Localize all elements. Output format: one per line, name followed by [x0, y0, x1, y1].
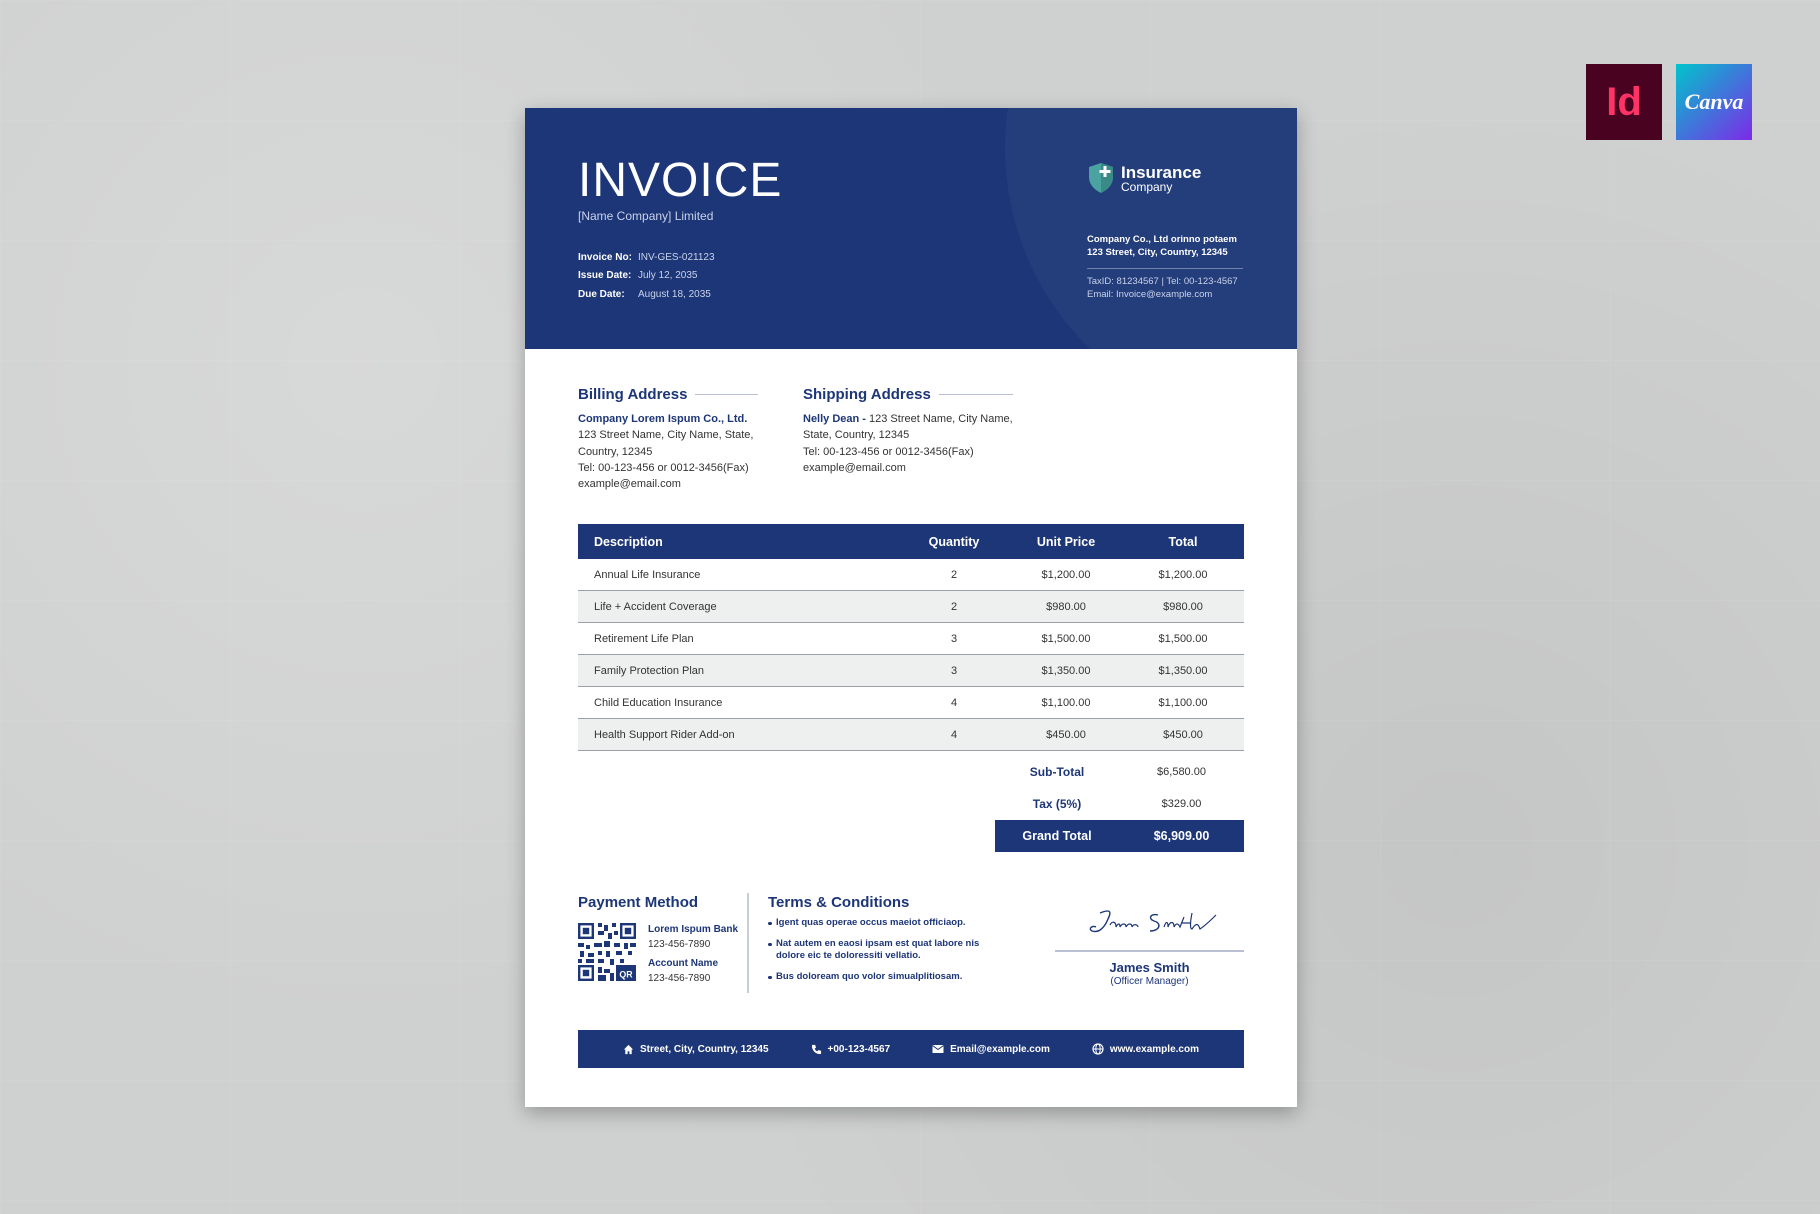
payment-body — [578, 923, 748, 991]
header-quantity: Quantity — [928, 534, 980, 549]
invoice-meta — [578, 248, 715, 304]
cell-unit-price: $1,500.00 — [1041, 632, 1091, 645]
heading-rule — [939, 394, 1013, 395]
signature-block — [1055, 903, 1244, 987]
qr-label: QR — [619, 969, 633, 980]
cell-unit-price: $450.00 — [1046, 728, 1086, 741]
shipping-line2: State, Country, 12345 — [803, 429, 910, 442]
shipping-line1: 123 Street Name, City Name, — [865, 413, 1013, 425]
invoice-footer — [578, 1030, 1244, 1068]
table-row — [578, 687, 1244, 719]
cell-quantity: 3 — [950, 632, 958, 645]
shipping-title: Shipping Address — [803, 386, 931, 403]
billing-line3: Tel: 00-123-456 or 0012-3456(Fax) — [578, 461, 749, 474]
tax-label: Tax (5%) — [1032, 797, 1082, 811]
globe-icon — [1092, 1043, 1104, 1055]
terms-title: Terms & Conditions — [768, 894, 910, 911]
logo-line2: Company — [1121, 179, 1173, 194]
billing-name: Company Lorem Ispum Co., Ltd. — [578, 413, 748, 425]
cell-quantity: 4 — [950, 728, 958, 741]
cell-description: Health Support Rider Add-on — [594, 728, 735, 741]
canva-label: Canva — [1684, 89, 1744, 114]
cell-total: $980.00 — [1163, 600, 1203, 613]
mail-icon — [932, 1044, 944, 1054]
payment-info — [648, 923, 738, 991]
cell-description: Life + Accident Coverage — [594, 600, 717, 613]
company-line4: Email: Invoice@example.com — [1087, 288, 1213, 300]
table-row — [578, 719, 1244, 751]
shipping-line4: example@email.com — [803, 461, 906, 474]
cell-unit-price: $1,350.00 — [1041, 664, 1091, 677]
footer-phone-text: +00-123-4567 — [827, 1043, 891, 1055]
subtotal-value: $6,580.00 — [1157, 766, 1206, 778]
header-description: Description — [594, 534, 663, 549]
tax-row — [995, 788, 1244, 820]
totals-block — [995, 756, 1244, 852]
cell-total: $1,350.00 — [1158, 664, 1208, 677]
billing-body — [578, 411, 758, 492]
payment-title: Payment Method — [578, 894, 699, 911]
billing-line4: example@email.com — [578, 478, 681, 491]
signer-role: (Officer Manager) — [1110, 975, 1189, 987]
items-table — [578, 524, 1244, 751]
company-line3: TaxID: 81234567 | Tel: 00-123-4567 — [1087, 276, 1238, 287]
canva-logo — [1676, 64, 1752, 140]
table-row — [578, 559, 1244, 591]
meta-value: INV-GES-021123 — [638, 251, 715, 263]
footer-address — [623, 1044, 769, 1055]
cell-description: Retirement Life Plan — [594, 632, 694, 645]
company-info — [1087, 234, 1243, 301]
account-label: Account Name — [648, 958, 719, 969]
signature-image — [1070, 903, 1230, 943]
meta-invoice-no — [578, 248, 715, 267]
billing-address — [578, 386, 758, 492]
signer-name: James Smith — [1109, 959, 1190, 975]
invoice-page — [525, 108, 1297, 1107]
cell-unit-price: $1,200.00 — [1041, 568, 1091, 581]
subtotal-label: Sub-Total — [1029, 765, 1085, 779]
subtotal-row — [995, 756, 1244, 788]
account-number: 123-456-7890 — [648, 972, 711, 984]
cell-unit-price: $980.00 — [1046, 600, 1086, 613]
header-decoration — [1005, 108, 1297, 349]
cell-quantity: 2 — [950, 568, 958, 581]
tax-value: $329.00 — [1161, 798, 1202, 810]
section-divider — [747, 893, 749, 993]
meta-value: July 12, 2035 — [638, 270, 698, 282]
table-row — [578, 591, 1244, 623]
grand-total-label: Grand Total — [1022, 829, 1092, 843]
invoice-subtitle: [Name Company] Limited — [578, 209, 714, 223]
logo-line1: Insurance — [1121, 162, 1202, 182]
grand-total-row — [995, 820, 1244, 852]
meta-issue-date — [578, 267, 715, 286]
footer-web — [1092, 1043, 1199, 1055]
terms-item: Nat autem en eaosi ipsam est quat labore nis dolore eic te doloressiti vellatio. — [768, 938, 998, 962]
cell-total: $1,500.00 — [1158, 632, 1208, 645]
cell-description: Child Education Insurance — [594, 696, 723, 709]
shipping-heading — [803, 386, 1013, 403]
header-total: Total — [1168, 534, 1198, 549]
meta-value: August 18, 2035 — [638, 288, 711, 300]
cell-description: Annual Life Insurance — [594, 568, 701, 581]
bank-number: 123-456-7890 — [648, 938, 711, 950]
billing-line1: 123 Street Name, City Name, State, — [578, 429, 754, 442]
company-logo — [1087, 162, 1201, 194]
indesign-logo — [1586, 64, 1662, 140]
home-icon — [623, 1044, 634, 1055]
table-row — [578, 623, 1244, 655]
grand-total-value: $6,909.00 — [1153, 829, 1210, 843]
billing-title: Billing Address — [578, 386, 688, 403]
meta-label: Issue Date: — [578, 270, 632, 282]
table-row — [578, 655, 1244, 687]
shipping-line3: Tel: 00-123-456 or 0012-3456(Fax) — [803, 445, 974, 458]
shipping-line1-wrap — [803, 411, 1013, 427]
footer-address-text: Street, City, Country, 12345 — [639, 1043, 769, 1055]
signature-line — [1055, 950, 1244, 952]
qr-code-icon — [578, 923, 636, 981]
billing-line2: Country, 12345 — [578, 445, 653, 458]
shipping-body — [803, 411, 1013, 476]
footer-phone — [811, 1044, 891, 1055]
footer-web-text: www.example.com — [1109, 1043, 1199, 1055]
cell-quantity: 4 — [950, 696, 958, 709]
cell-quantity: 2 — [950, 600, 958, 613]
meta-due-date — [578, 285, 715, 304]
footer-email-text: Email@example.com — [950, 1043, 1050, 1055]
phone-icon — [811, 1044, 822, 1055]
company-line2: 123 Street, City, Country, 12345 — [1087, 246, 1228, 258]
indesign-label: Id — [1606, 79, 1642, 124]
meta-label: Due Date: — [578, 288, 625, 300]
company-divider — [1087, 268, 1243, 269]
header-unit-price: Unit Price — [1036, 534, 1096, 549]
terms-item: Igent quas operae occus maeiot officiaop. — [768, 917, 998, 929]
bank-label: Lorem Ispum Bank — [648, 924, 739, 935]
shipping-address — [803, 386, 1013, 476]
shipping-name: Nelly Dean - — [803, 413, 866, 425]
terms-list — [768, 917, 998, 983]
cell-quantity: 3 — [950, 664, 958, 677]
heading-rule — [695, 394, 758, 395]
terms-conditions — [768, 894, 998, 992]
logo-text — [1121, 164, 1201, 193]
terms-item: Bus doloream quo volor simualplitiosam. — [768, 971, 998, 983]
cell-description: Family Protection Plan — [594, 664, 705, 677]
invoice-title: INVOICE — [578, 154, 783, 207]
cell-total: $450.00 — [1163, 728, 1203, 741]
cell-total: $1,100.00 — [1158, 696, 1208, 709]
table-header — [578, 524, 1244, 559]
footer-email — [932, 1044, 1050, 1055]
billing-heading — [578, 386, 758, 403]
payment-method — [578, 894, 748, 991]
meta-label: Invoice No: — [578, 251, 632, 263]
shield-plus-icon — [1087, 162, 1115, 194]
cell-unit-price: $1,100.00 — [1041, 696, 1091, 709]
invoice-header — [525, 108, 1297, 349]
cell-total: $1,200.00 — [1158, 568, 1208, 581]
company-line1: Company Co., Ltd orinno potaem — [1087, 234, 1237, 245]
